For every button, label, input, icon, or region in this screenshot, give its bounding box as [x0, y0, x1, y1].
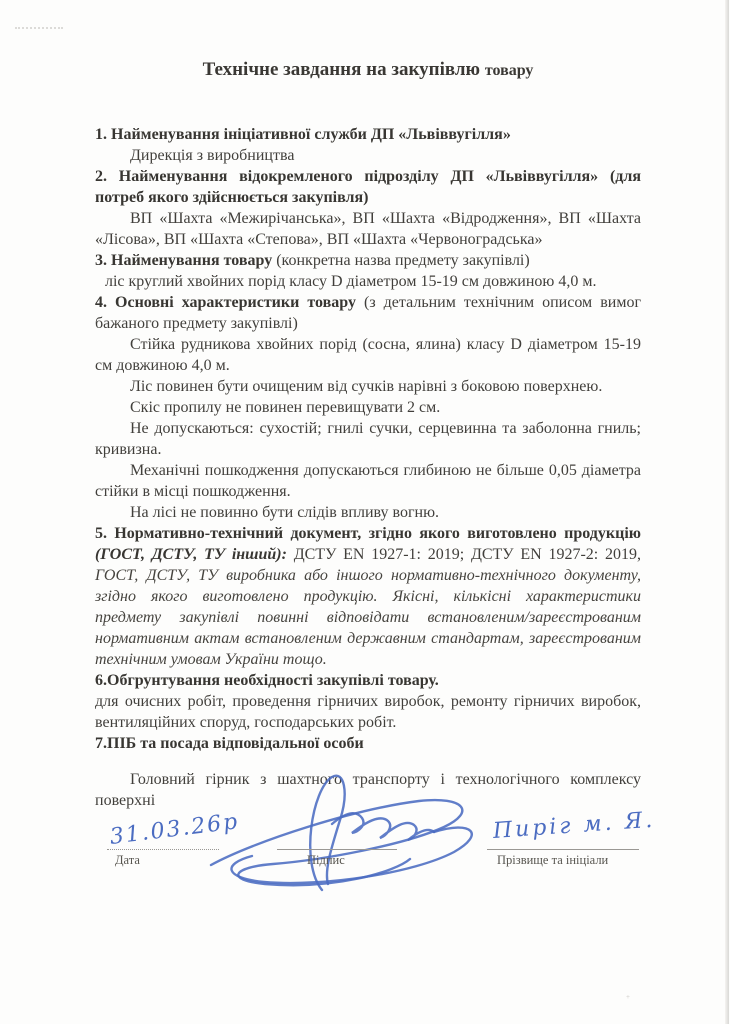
section-4-heading — [95, 292, 641, 334]
document-title-tail: товару — [484, 62, 534, 79]
section-2-body: ВП «Шахта «Межирічанська», ВП «Шахта «Відродження», ВП «Шахта «Лісова», ВП «Шахта «Степова», ВП «Шахта «Червоноградська» — [95, 210, 641, 248]
section-5-bold-italic: (ГОСТ, ДСТУ, ТУ інший): — [95, 546, 287, 563]
scan-smudge-artifact — [15, 27, 63, 34]
section-4-paragraph: Механічні пошкодження допускаються глибиною не більше 0,05 діаметра стійки в місці пошкодження. — [95, 462, 641, 500]
section-5-regular: ДСТУ EN 1927-1: 2019; ДСТУ EN 1927-2: 2019, — [286, 546, 641, 563]
section-6-body: для очисних робіт, проведення гірничих виробок, ремонту гірничих виробок, вентиляційних споруд, господарських робіт. — [95, 693, 641, 731]
name-signature-line — [487, 849, 639, 850]
section-4-heading-rest: (з детальним технічним описом вимог бажаного предмету закупівлі) — [95, 294, 641, 332]
section-4-paragraph: Стійка рудникова хвойних порід (сосна, ялина) класу D діаметром 15-19 см довжиною 4,0 м. — [95, 336, 641, 374]
section-1-body: Дирекція з виробництва — [130, 147, 295, 164]
section-1-heading: 1. Найменування ініціативної служби ДП «Львіввугілля» — [95, 126, 511, 143]
section-3-heading — [95, 250, 641, 271]
section-4-paragraph: Не допускаються: сухостій; гнилі сучки, серцевинна та заболонна гниль; кривизна. — [95, 420, 641, 458]
name-label: Прізвище та ініціали — [497, 853, 609, 867]
signature-block — [95, 807, 657, 977]
handwritten-name: Пиріг м. Я. — [492, 807, 657, 844]
section-4-paragraph: Ліс повинен бути очищеним від сучків нарівні з боковою поверхнею. — [130, 378, 603, 395]
signature-label: Підпис — [307, 853, 345, 867]
section-7-heading: 7.ПІБ та посада відповідальної особи — [95, 735, 364, 752]
signature-scribble — [203, 771, 498, 899]
section-6-heading: 6.Обгрунтування необхідності закупівлі товару. — [95, 672, 439, 689]
section-5-bold: 5. Нормативно-технічний документ, згідно якого виготовлено продукцію — [95, 525, 641, 542]
scan-speck-artifact: + — [626, 993, 630, 1001]
handwritten-date: 31.03.26р — [108, 809, 241, 850]
section-5-paragraph — [95, 523, 641, 670]
section-3-heading-rest: (конкретна назва предмету закупівлі) — [272, 252, 530, 269]
section-3-heading-bold: 3. Найменування товару — [95, 252, 273, 269]
document-title — [95, 57, 641, 84]
date-label: Дата — [115, 853, 140, 867]
section-4-paragraph: Скіс пропилу не повинен перевищувати 2 см. — [130, 399, 441, 416]
document-body — [95, 0, 657, 977]
section-3-body: ліс круглий хвойних порід класу D діаметром 15-19 см довжиною 4,0 м. — [105, 273, 597, 290]
section-7-body: Головний гірник з шахтного транспорту і технологічного комплексу поверхні — [95, 771, 641, 809]
section-4-heading-bold: 4. Основні характеристики товару — [95, 294, 356, 311]
section-5-italic: ГОСТ, ДСТУ, ТУ виробника або іншого нормативно-технічного документу, згідно якого виготовлено продукцію. Якісні, кількісні характеристики предмету закупівлі повинні відповідати встановленим/зареєстрованим нормативним актам встановленим державним стандартам, зареєстрованим технічним умовам України тощо. — [95, 567, 641, 668]
section-4-paragraph: На лісі не повинно бути слідів впливу вогню. — [130, 504, 440, 521]
date-signature-line — [107, 849, 219, 850]
signature-line — [277, 849, 397, 850]
section-2-heading: 2. Найменування відокремленого підрозділу ДП «Львіввугілля» (для потреб якого здійснюється закупівля) — [95, 168, 641, 206]
scan-edge-shadow — [725, 0, 729, 1024]
document-title-main: Технічне завдання на закупівлю — [202, 59, 481, 80]
